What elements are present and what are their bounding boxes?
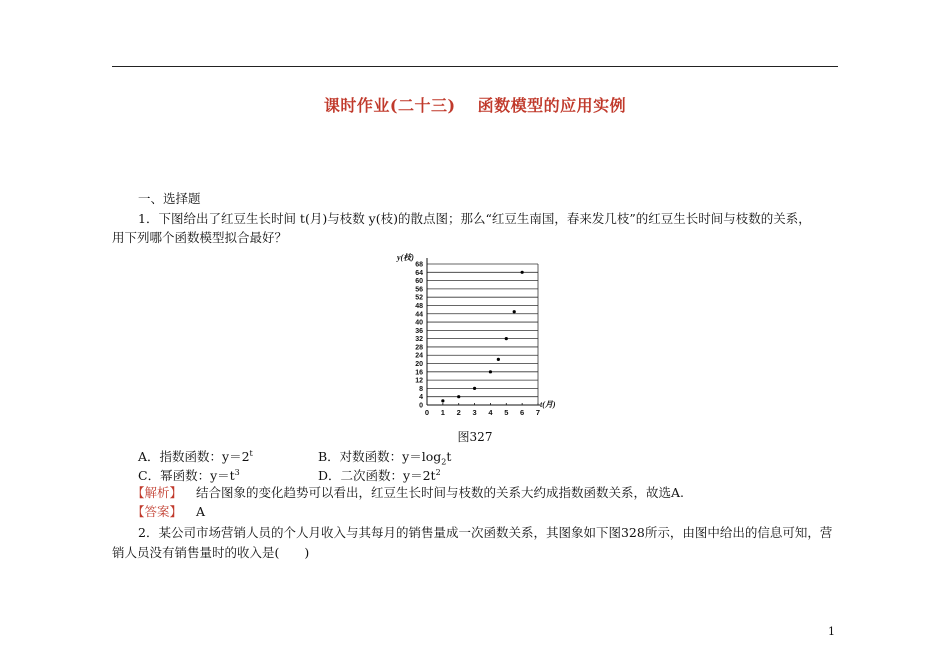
scatter-point [513,310,516,313]
scatter-point [505,337,508,340]
page-number: 1 [828,625,835,638]
x-tick-label: 4 [488,408,493,417]
question-1-line-1: 1．下图给出了红豆生长时间 t(月)与枝数 y(枝)的散点图；那么“红豆生南国，春来发几枝”的红豆生长时间与枝数的关系， [138,211,811,226]
y-tick-label: 16 [415,369,423,377]
scatter-point [473,387,476,390]
y-tick-label: 28 [415,344,423,352]
x-tick-label: 7 [535,408,541,417]
analysis-tag: 【解析】 [132,485,183,500]
y-tick-label: 0 [419,402,423,410]
answer-line [132,503,205,520]
y-tick-label: 64 [415,269,423,277]
x-tick-label: 0 [424,408,430,417]
scatter-point [457,395,460,398]
section-heading: 一、选择题 [138,191,201,206]
option-a[interactable]: A．指数函数：$y=2^t$ [138,448,253,464]
option-c[interactable]: C．幂函数：$y=t^3$ [138,467,240,483]
analysis-line [132,484,684,501]
x-axis-label: t(月) [540,400,556,409]
option-b[interactable]: B．对数函数：$y=\log_2t$ [318,449,452,467]
scatter-point [441,399,444,402]
scatter-chart [390,252,570,422]
y-tick-label: 36 [415,327,423,335]
figure-caption: 图327 [457,430,493,444]
y-tick-label: 4 [419,394,423,402]
title-part2: 函数模型的应用实例 [477,96,627,115]
y-tick-label: 60 [415,278,423,286]
y-tick-label: 52 [415,294,423,302]
option-d[interactable]: D．二次函数：$y=2t^2$ [318,467,441,483]
question-1-line-2: 用下列哪个函数模型拟合最好？ [112,230,288,245]
scatter-point [497,358,500,361]
x-tick-label: 2 [456,408,461,417]
y-tick-label: 44 [415,311,423,319]
x-tick-label: 1 [440,408,445,417]
y-axis-label: y(枝) [397,253,414,262]
y-tick-label: 48 [415,302,423,310]
y-tick-label: 56 [415,286,423,294]
header-rule [112,66,838,67]
question-2-line-2: 销人员没有销售量时的收入是( ) [112,545,310,560]
y-tick-label: 8 [419,385,423,393]
analysis-text: 结合图象的变化趋势可以看出，红豆生长时间与枝数的关系大约成指数函数关系，故选A. [196,485,685,500]
x-tick-label: 6 [520,408,525,417]
x-tick-label: 5 [504,408,509,417]
scatter-point [489,370,492,373]
scatter-point [521,271,524,274]
answer-text: A [196,504,206,519]
y-tick-label: 24 [415,352,423,360]
question-2-line-1: 2．某公司市场营销人员的个人月收入与其每月的销售量成一次函数关系，其图象如下图328所示，由图中给出的信息可知，营 [138,525,833,540]
page-title [0,93,950,116]
x-tick-label: 3 [472,408,477,417]
y-tick-label: 68 [415,261,423,269]
title-part1: 课时作业(二十三) [323,96,456,115]
y-tick-label: 32 [415,336,423,344]
y-tick-label: 12 [415,377,423,385]
y-tick-label: 40 [415,319,423,327]
y-tick-label: 20 [415,361,423,369]
answer-tag: 【答案】 [132,504,183,519]
